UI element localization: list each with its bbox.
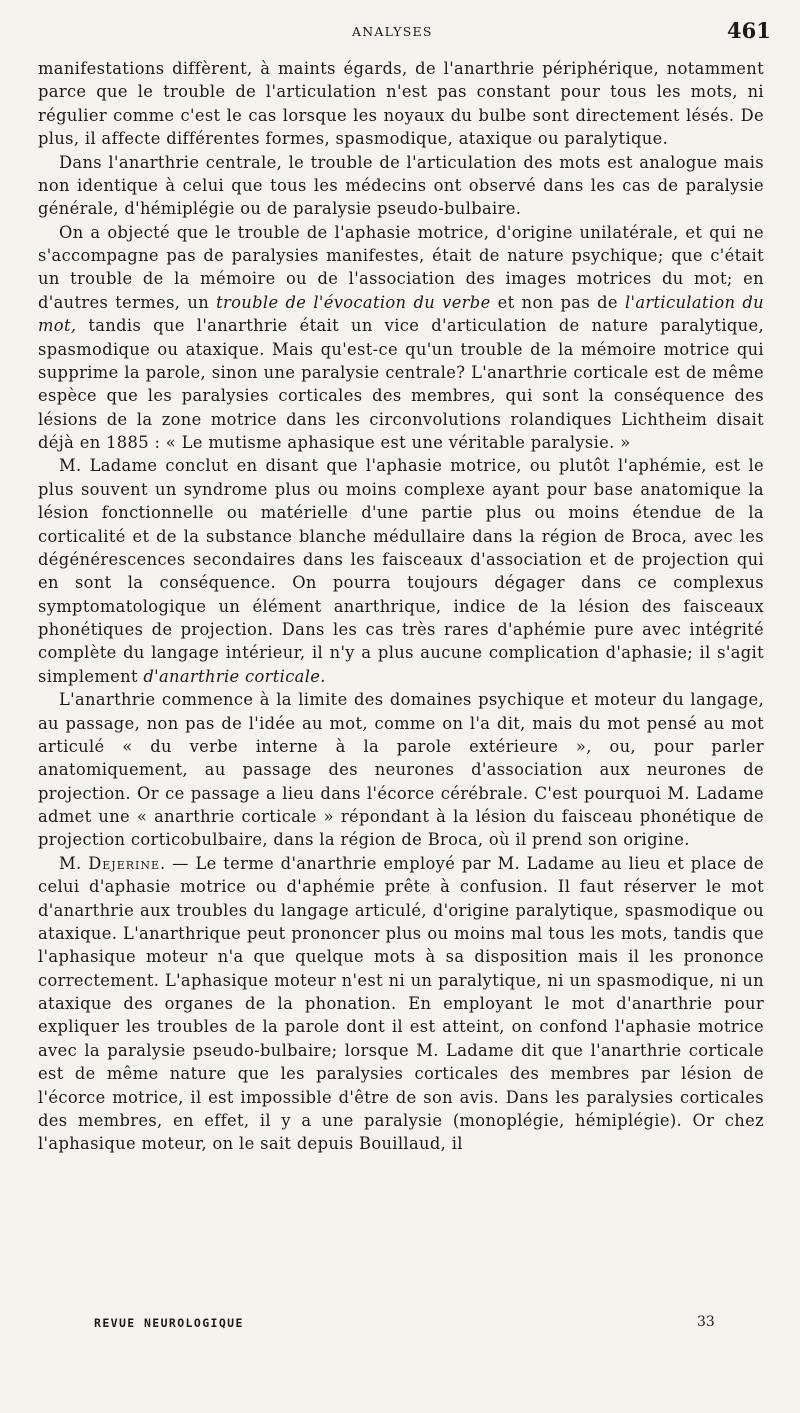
paragraph-4: [38, 454, 764, 688]
paragraph-6: [38, 852, 764, 1156]
paragraph-3-text-b: et non pas de: [490, 292, 625, 312]
signature-number: 33: [697, 1314, 715, 1330]
paragraph-3-text-a: On a objecté que le trouble de l'aphasie motrice, d'origine unilatérale, et qui ne s'accompagne pas de paralysies manifestes, était de nature psychique; que c'était un trouble de la mémoire ou de l'association des images motrices du mot; en d'autres termes, un: [38, 222, 764, 312]
paragraph-6-text-a: M.: [59, 853, 89, 873]
paragraph-3-text-c: tandis que l'anarthrie était un vice d'articulation de nature paralytique, spasmodique ou ataxique. Mais qu'est-ce qu'un trouble de la mémoire motrice qui supprime la parole, sinon une paralysie centrale? L'anarthrie corticale est de même espèce que les paralysies corticales des membres, qui sont la conséquence des lésions de la zone motrice dans les circonvolutions rolandiques Lichtheim disait déjà en 1885 : « Le mutisme aphasique est une véritable paralysie. »: [38, 316, 764, 452]
running-head: ANALYSES: [352, 24, 433, 39]
paragraph-1: manifestations diffèrent, à maints égards, de l'anarthrie périphérique, notamment parce que le trouble de l'articulation n'est pas constant pour tous les mots, ni régulier comme c'est le cas lorsque les noyaux du bulbe sont directement lésés. De plus, il affecte différentes formes, spasmodique, ataxique ou paralytique.: [38, 59, 764, 149]
paragraph-2: Dans l'anarthrie centrale, le trouble de l'articulation des mots est analogue mais non identique à celui que tous les médecins ont observé dans les cas de paralysie générale, d'hémiplégie ou de paralysie pseudo-bulbaire.: [38, 152, 764, 219]
italic-phrase-anarthrie-corticale: d'anarthrie corticale.: [143, 666, 326, 686]
paragraph-6-text-b: . — Le terme d'anarthrie employé par M. Ladame au lieu et place de celui d'aphasie motrice ou d'aphémie prête à confusion. Il faut réserver le mot d'anarthrie aux troubles du langage articulé, d'origine paralytique, spasmodique ou ataxique. L'anarthrique peut prononcer plus ou moins mal tous les mots, tandis que l'aphasique moteur n'a que quelque mots à sa disposition mais il les prononce correctement. L'aphasique moteur n'est ni un paralytique, ni un spasmodique, ni un ataxique des organes de la phonation. En employant le mot d'anarthrie pour expliquer les troubles de la parole dont il est atteint, on confond l'aphasie motrice avec la paralysie pseudo-bulbaire; lorsque M. Ladame dit que l'anarthrie corticale est de même nature que les paralysies corticales des membres par lésion de l'écorce motrice, il est impossible d'être de son avis. Dans les paralysies corticales des membres, en effet, il y a une paralysie (monoplégie, hémiplégie). Or chez l'aphasique moteur, on le sait depuis Bouillaud, il: [38, 853, 765, 1154]
paragraph-5: L'anarthrie commence à la limite des domaines psychique et moteur du langage, au passage, non pas de l'idée au mot, comme on l'a dit, mais du mot pensé au mot articulé « du verbe interne à la parole extérieure », ou, pour parler anatomiquement, au passage des neurones d'association aux neurones de projection. Or ce passage a lieu dans l'écorce cérébrale. C'est pourquoi M. Ladame admet une « anarthrie corticale » répondant à la lésion du faisceau phonétique de projection corticobulbaire, dans la région de Broca, où il prend son origine.: [38, 690, 764, 850]
page-number: 461: [727, 18, 771, 43]
paragraph-4-text-a: M. Ladame conclut en disant que l'aphasie motrice, ou plutôt l'aphémie, est le plus souvent un syndrome plus ou moins complexe ayant pour base anatomique la lésion fonctionnelle ou matérielle d'une partie plus ou moins étendue de la corticalité et de la substance blanche médullaire dans la région de Broca, avec les dégénérescences secondaires dans les faisceaux d'association et de projection qui en sont la conséquence. On pourra toujours dégager dans ce complexus symptomatologique un élément anarthrique, indice de la lésion des faisceaux phonétiques de projection. Dans les cas très rares d'aphémie pure avec intégrité complète du langage intérieur, il n'y a plus aucune complication d'aphasie; il s'agit simplement: [38, 456, 764, 686]
speaker-name: Dejerine: [88, 853, 161, 873]
body-text: [38, 57, 764, 1156]
italic-phrase-evocation: trouble de l'évocation du verbe: [216, 292, 491, 312]
journal-title: REVUE NEUROLOGIQUE: [94, 1316, 244, 1330]
page-footer: [0, 1316, 800, 1340]
italic-phrase-articulation: l'articulation du mot,: [38, 292, 765, 336]
paragraph-3: [38, 221, 764, 455]
page-header: [0, 20, 800, 50]
